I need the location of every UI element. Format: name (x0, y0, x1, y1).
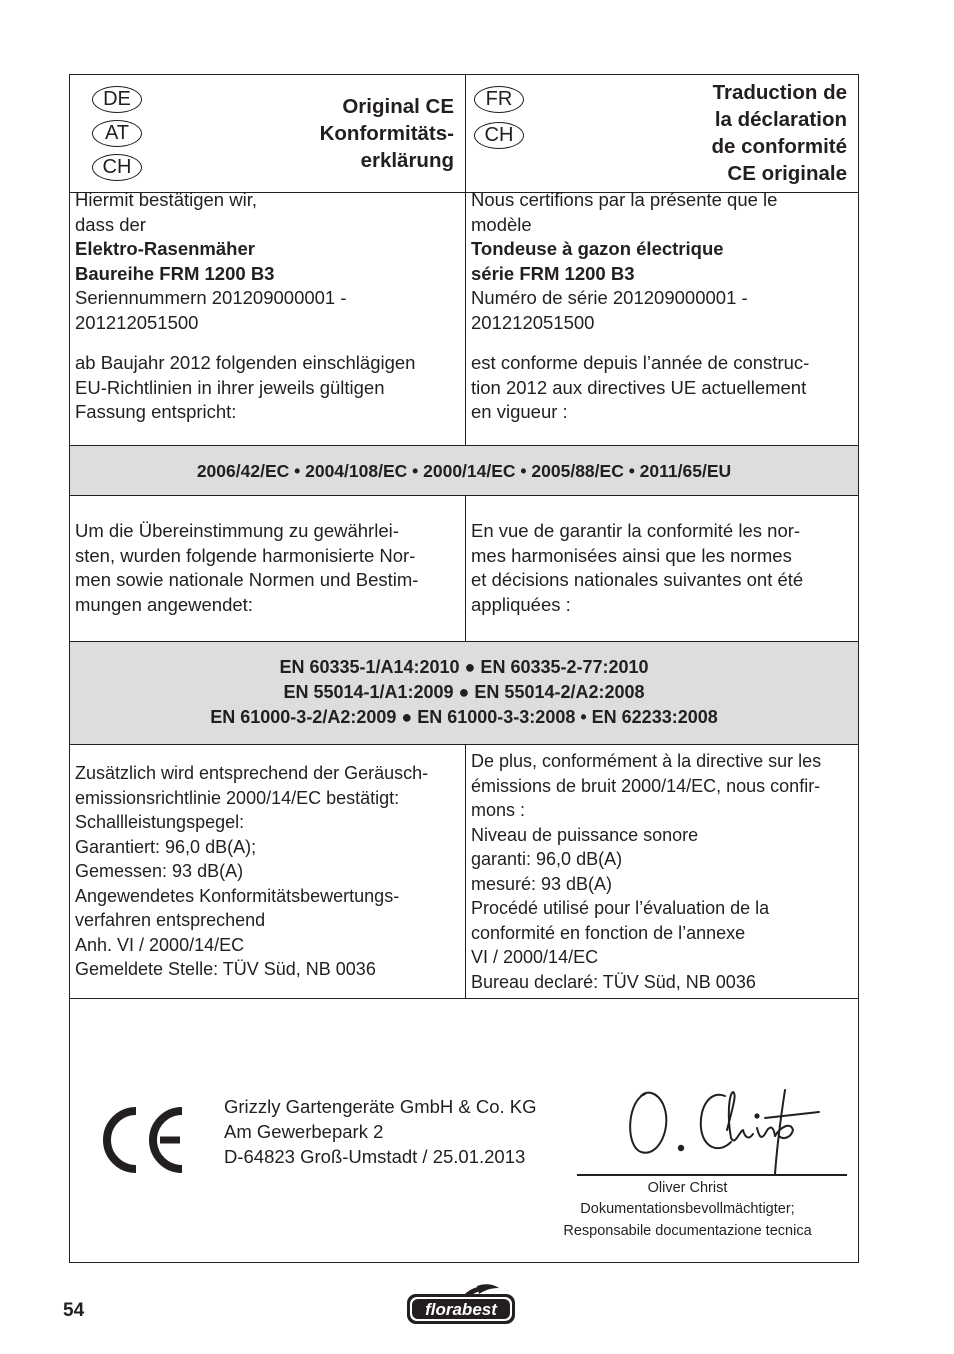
rule-directives (69, 495, 859, 496)
country-code-ch-fr: CH (474, 122, 524, 149)
product-name-de: Elektro-Rasenmäher (75, 238, 255, 259)
conformity-fr-line: est conforme depuis l’année de construc- (471, 352, 810, 373)
title-fr (711, 79, 847, 187)
country-code-de: DE (92, 86, 142, 113)
product-name-fr: Tondeuse à gazon électrique (471, 238, 724, 259)
standards-line: EN 55014-1/A1:2009 ● EN 55014-2/A2:2008 (283, 682, 645, 702)
conformity-de (75, 351, 415, 425)
noise-fr-line: garanti: 96,0 dB(A) (471, 849, 623, 869)
title-fr-line: CE originale (727, 162, 847, 185)
noise-fr-line: De plus, conformément à la directive sur les (471, 751, 822, 771)
noise-de (75, 761, 428, 982)
handwritten-signature (615, 1076, 830, 1176)
company-street: Am Gewerbepark 2 (224, 1121, 384, 1142)
noise-de-line: emissionsrichtlinie 2000/14/EC bestätigt: (75, 787, 400, 808)
standards-line: EN 61000-3-2/A2:2009 ● EN 61000-3-3:2008 • EN 62233:2008 (210, 707, 718, 727)
serial-fr: Numéro de série 201209000001 - (471, 287, 748, 308)
conformity-de-line: Fassung entspricht: (75, 401, 237, 422)
column-divider-bottom (465, 744, 466, 999)
florabest-logo (405, 1282, 517, 1328)
harmonised-de-line: men sowie nationale Normen und Bestim- (75, 569, 419, 590)
page-number: 54 (63, 1300, 85, 1321)
noise-de-line: Anh. VI / 2000/14/EC (75, 934, 245, 955)
standards-list (70, 655, 858, 730)
intro-de-line: Hiermit bestätigen wir, (75, 189, 257, 210)
noise-fr-line: Niveau de puissance sonore (471, 824, 699, 845)
harmonised-fr-line: mes harmonisées ainsi que les normes (471, 544, 792, 566)
title-de-line: Original CE (342, 95, 454, 118)
noise-de-line: Zusätzlich wird entsprechend der Geräusch- (75, 763, 429, 783)
harmonised-fr (471, 519, 803, 617)
conformity-fr-line: tion 2012 aux directives UE actuellement (471, 376, 807, 398)
harmonised-de-line: sten, wurden folgende harmonisierte Nor- (75, 544, 416, 566)
conformity-de-line: EU-Richtlinien in ihrer jeweils gültigen (75, 376, 385, 398)
country-code-ch: CH (92, 154, 142, 181)
harmonised-de-line: mungen angewendet: (75, 593, 253, 615)
signer-block (540, 1178, 835, 1242)
company-name: Grizzly Gartengeräte GmbH & Co. KG (224, 1096, 537, 1117)
noise-de-line: Schallleistungspegel: (75, 812, 245, 832)
conformity-fr-line: en vigueur : (471, 401, 568, 422)
standards-line: EN 60335-1/A14:2010 ● EN 60335-2-77:2010 (279, 657, 649, 677)
directives-list: 2006/42/EC • 2004/108/EC • 2000/14/EC • 2005/88/EC • 2011/65/EU (196, 461, 732, 481)
company-address (224, 1094, 537, 1169)
noise-fr-line: mesuré: 93 dB(A) (471, 873, 613, 894)
signer-name: Oliver Christ (647, 1180, 728, 1196)
harmonised-de (75, 519, 418, 617)
noise-de-line: Garantiert: 96,0 dB(A); (75, 836, 257, 857)
intro-fr (471, 188, 777, 335)
conformity-fr (471, 351, 809, 425)
title-de-line: Konformitäts- (319, 122, 454, 145)
noise-fr-line: émissions de bruit 2000/14/EC, nous confir- (471, 775, 821, 796)
noise-fr-line: Procédé utilisé pour l’évaluation de la (471, 898, 770, 918)
serial-fr: 201212051500 (471, 311, 595, 333)
ce-mark-icon (100, 1105, 190, 1175)
logo-wordmark: florabest (425, 1300, 497, 1319)
intro-de-line: dass der (75, 213, 146, 235)
conformity-de-line: ab Baujahr 2012 folgenden einschlägigen (75, 352, 416, 373)
noise-fr-line: conformité en fonction de l’annexe (471, 922, 746, 943)
column-divider-top (465, 74, 466, 446)
signer-role-de: Dokumentationsbevollmächtigter; (580, 1200, 795, 1217)
signer-role-it: Responsabile documentazione tecnica (563, 1223, 812, 1239)
serial-de: 201212051500 (75, 311, 199, 333)
rule-noise (69, 998, 859, 999)
company-city-date: D-64823 Groß-Umstadt / 25.01.2013 (224, 1146, 526, 1167)
column-divider-mid (465, 495, 466, 642)
noise-fr-line: Bureau declaré: TÜV Süd, NB 0036 (471, 971, 756, 992)
noise-de-line: verfahren entsprechend (75, 910, 266, 930)
country-code-fr: FR (474, 86, 524, 113)
noise-de-line: Gemessen: 93 dB(A) (75, 861, 244, 881)
noise-de-line: Angewendetes Konformitätsbewertungs- (75, 885, 400, 906)
harmonised-fr-line: et décisions nationales suivantes ont été (471, 569, 804, 590)
product-series-fr: série FRM 1200 B3 (471, 262, 635, 284)
rule-standards (69, 744, 859, 745)
harmonised-fr-line: appliquées : (471, 593, 571, 615)
harmonised-de-line: Um die Übereinstimmung zu gewährlei- (75, 520, 399, 541)
harmonised-fr-line: En vue de garantir la conformité les nor- (471, 520, 801, 541)
noise-fr-line: mons : (471, 800, 526, 820)
intro-fr-line: Nous certifions par la présente que le (471, 189, 778, 210)
product-series-de: Baureihe FRM 1200 B3 (75, 262, 275, 284)
title-de (320, 93, 454, 174)
signature-line (577, 1174, 847, 1176)
title-fr-line: de conformité (711, 135, 847, 158)
title-de-line: erklärung (360, 149, 454, 172)
intro-fr-line: modèle (471, 213, 532, 235)
rule-intro (69, 445, 859, 446)
noise-de-line: Gemeldete Stelle: TÜV Süd, NB 0036 (75, 959, 376, 979)
intro-de (75, 188, 347, 335)
noise-fr (471, 749, 821, 994)
serial-de: Seriennummern 201209000001 - (75, 287, 347, 308)
title-fr-line: Traduction de (712, 81, 847, 104)
country-code-at: AT (92, 120, 142, 147)
rule-harmonised (69, 641, 859, 642)
noise-fr-line: VI / 2000/14/EC (471, 947, 599, 967)
title-fr-line: la déclaration (714, 108, 847, 131)
